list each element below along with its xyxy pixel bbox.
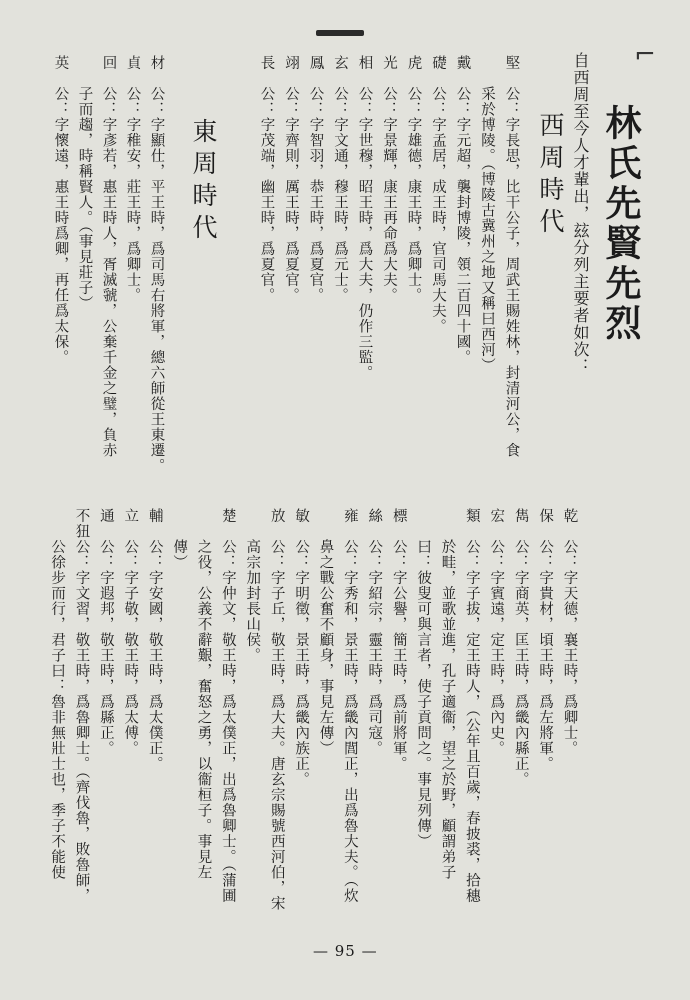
text-column: 玄 公：字文通，穆王時，爲元士。 [332,55,348,303]
text-column: 回 公：字彥若，惠王時人，胥滅虢，公棄千金之璧，負赤 [100,55,117,458]
section-heading-eastern-zhou: 東周時代 [189,118,218,246]
text-column: 英 公：字懷遠，惠王時爲卿，再任爲太保。 [52,55,69,365]
text-column: 堅 公：字長思，比干公子，周武王賜姓林，封清河公，食 [503,55,520,458]
text-column: 光 公：字景輝，康王再命爲大夫。 [381,55,397,303]
text-column: 長 公：字茂端，幽王時，爲夏官。 [258,55,275,303]
text-column: 材 公：字顯仕，平王時，爲司馬右將軍，總六師從王東遷。 [148,55,165,474]
text-column: 類 公：字子拔，定王時人，（公年且百歲，春披裘，拾穗 [463,508,480,904]
text-column: 相 公：字世穆，昭王時，爲大夫，仍作三監。 [356,55,373,381]
text-column: 傳） [171,508,188,570]
text-column: 絲 公：字紹宗，靈王時，爲司寇。 [366,508,383,756]
text-column: 曰：彼叟可與言者，使子貢問之。事見列傳） [415,508,432,849]
text-column: 翊 公：字齊則，厲王時，爲夏官。 [283,55,299,303]
text-column: 乾 公：字天德，襄王時，爲卿士。 [561,508,578,756]
text-column: 雋 公：字商英，匡王時，爲畿內縣正。 [512,508,529,787]
text-column: 標 公：字公譽，簡王時，爲前將軍。 [390,508,407,772]
text-column: 通 公：字遐邦，敬王時，爲縣正。 [97,508,114,756]
section-heading-western-zhou: 西周時代 [536,112,565,240]
text-column: 采於博陵。（博陵古冀州之地又稱曰西河） [479,55,495,374]
text-column: 鼻之戰公奮不顧身，事見左傳） [317,508,334,756]
top-rule-mark [316,30,364,36]
text-column: 立 公：字子敬，敬王時，爲太傅。 [122,508,139,756]
text-column: 高宗加封長山侯。 [244,508,261,663]
text-column: 於畦，並歌並進，孔子適衞，望之於野，顧謂弟子 [439,508,456,880]
text-column: 楚 公：字仲文，敬王時，爲太僕正，出爲魯卿士。（蒲圃 [219,508,236,904]
text-column: 貞 公：字稚安，莊王時，爲卿士。 [124,55,141,303]
text-column: 保 公：字貴材，頃王時，爲左將軍。 [537,508,554,772]
text-column: 公徐步而行，君子曰：魯非無壯士也，季子不能使 [49,508,66,880]
text-column: 戴 公：字元超，襲封博陵，領二百四十國。 [454,55,471,365]
page-title: 林氏先賢先烈 [600,104,642,344]
intro-text: 自西周至今人才輩出，玆分列主要者如次： [571,52,590,375]
text-column: 鳳 公：字智羽，恭王時，爲夏官。 [307,55,324,303]
text-column: 虎 公：字雄德，康王時，爲卿士。 [405,55,422,303]
text-column: 放 公：字子丘，敬王時，爲大夫。唐玄宗賜號西河伯，宋 [268,508,285,911]
text-column: 雍 公：字秀和，景王時，爲畿內閭正，出爲魯大夫。（炊 [341,508,358,904]
text-column: 不狃公：字文習，敬王時，爲魯卿士。（齊伐魯，敗魯師， [73,508,90,904]
text-column: 敏 公：字明徵，景王時，爲畿內族正。 [293,508,310,787]
text-column: 之役，公義不辭艱，奮怒之勇，以衞桓子。事見左 [195,508,212,880]
text-column: 宏 公：字賓遠，定王時，爲內史。 [488,508,505,756]
text-column: 子而趨，時稱賢人。（事見莊子） [76,55,93,312]
text-column: 輔 公：字安國，敬王時，爲太僕正。 [146,508,163,772]
page-number: — 95 — [313,942,378,960]
corner-bracket-mark: ⌐ [634,40,656,70]
text-column: 礎 公：字孟居，成王時，官司馬大夫。 [430,55,446,334]
